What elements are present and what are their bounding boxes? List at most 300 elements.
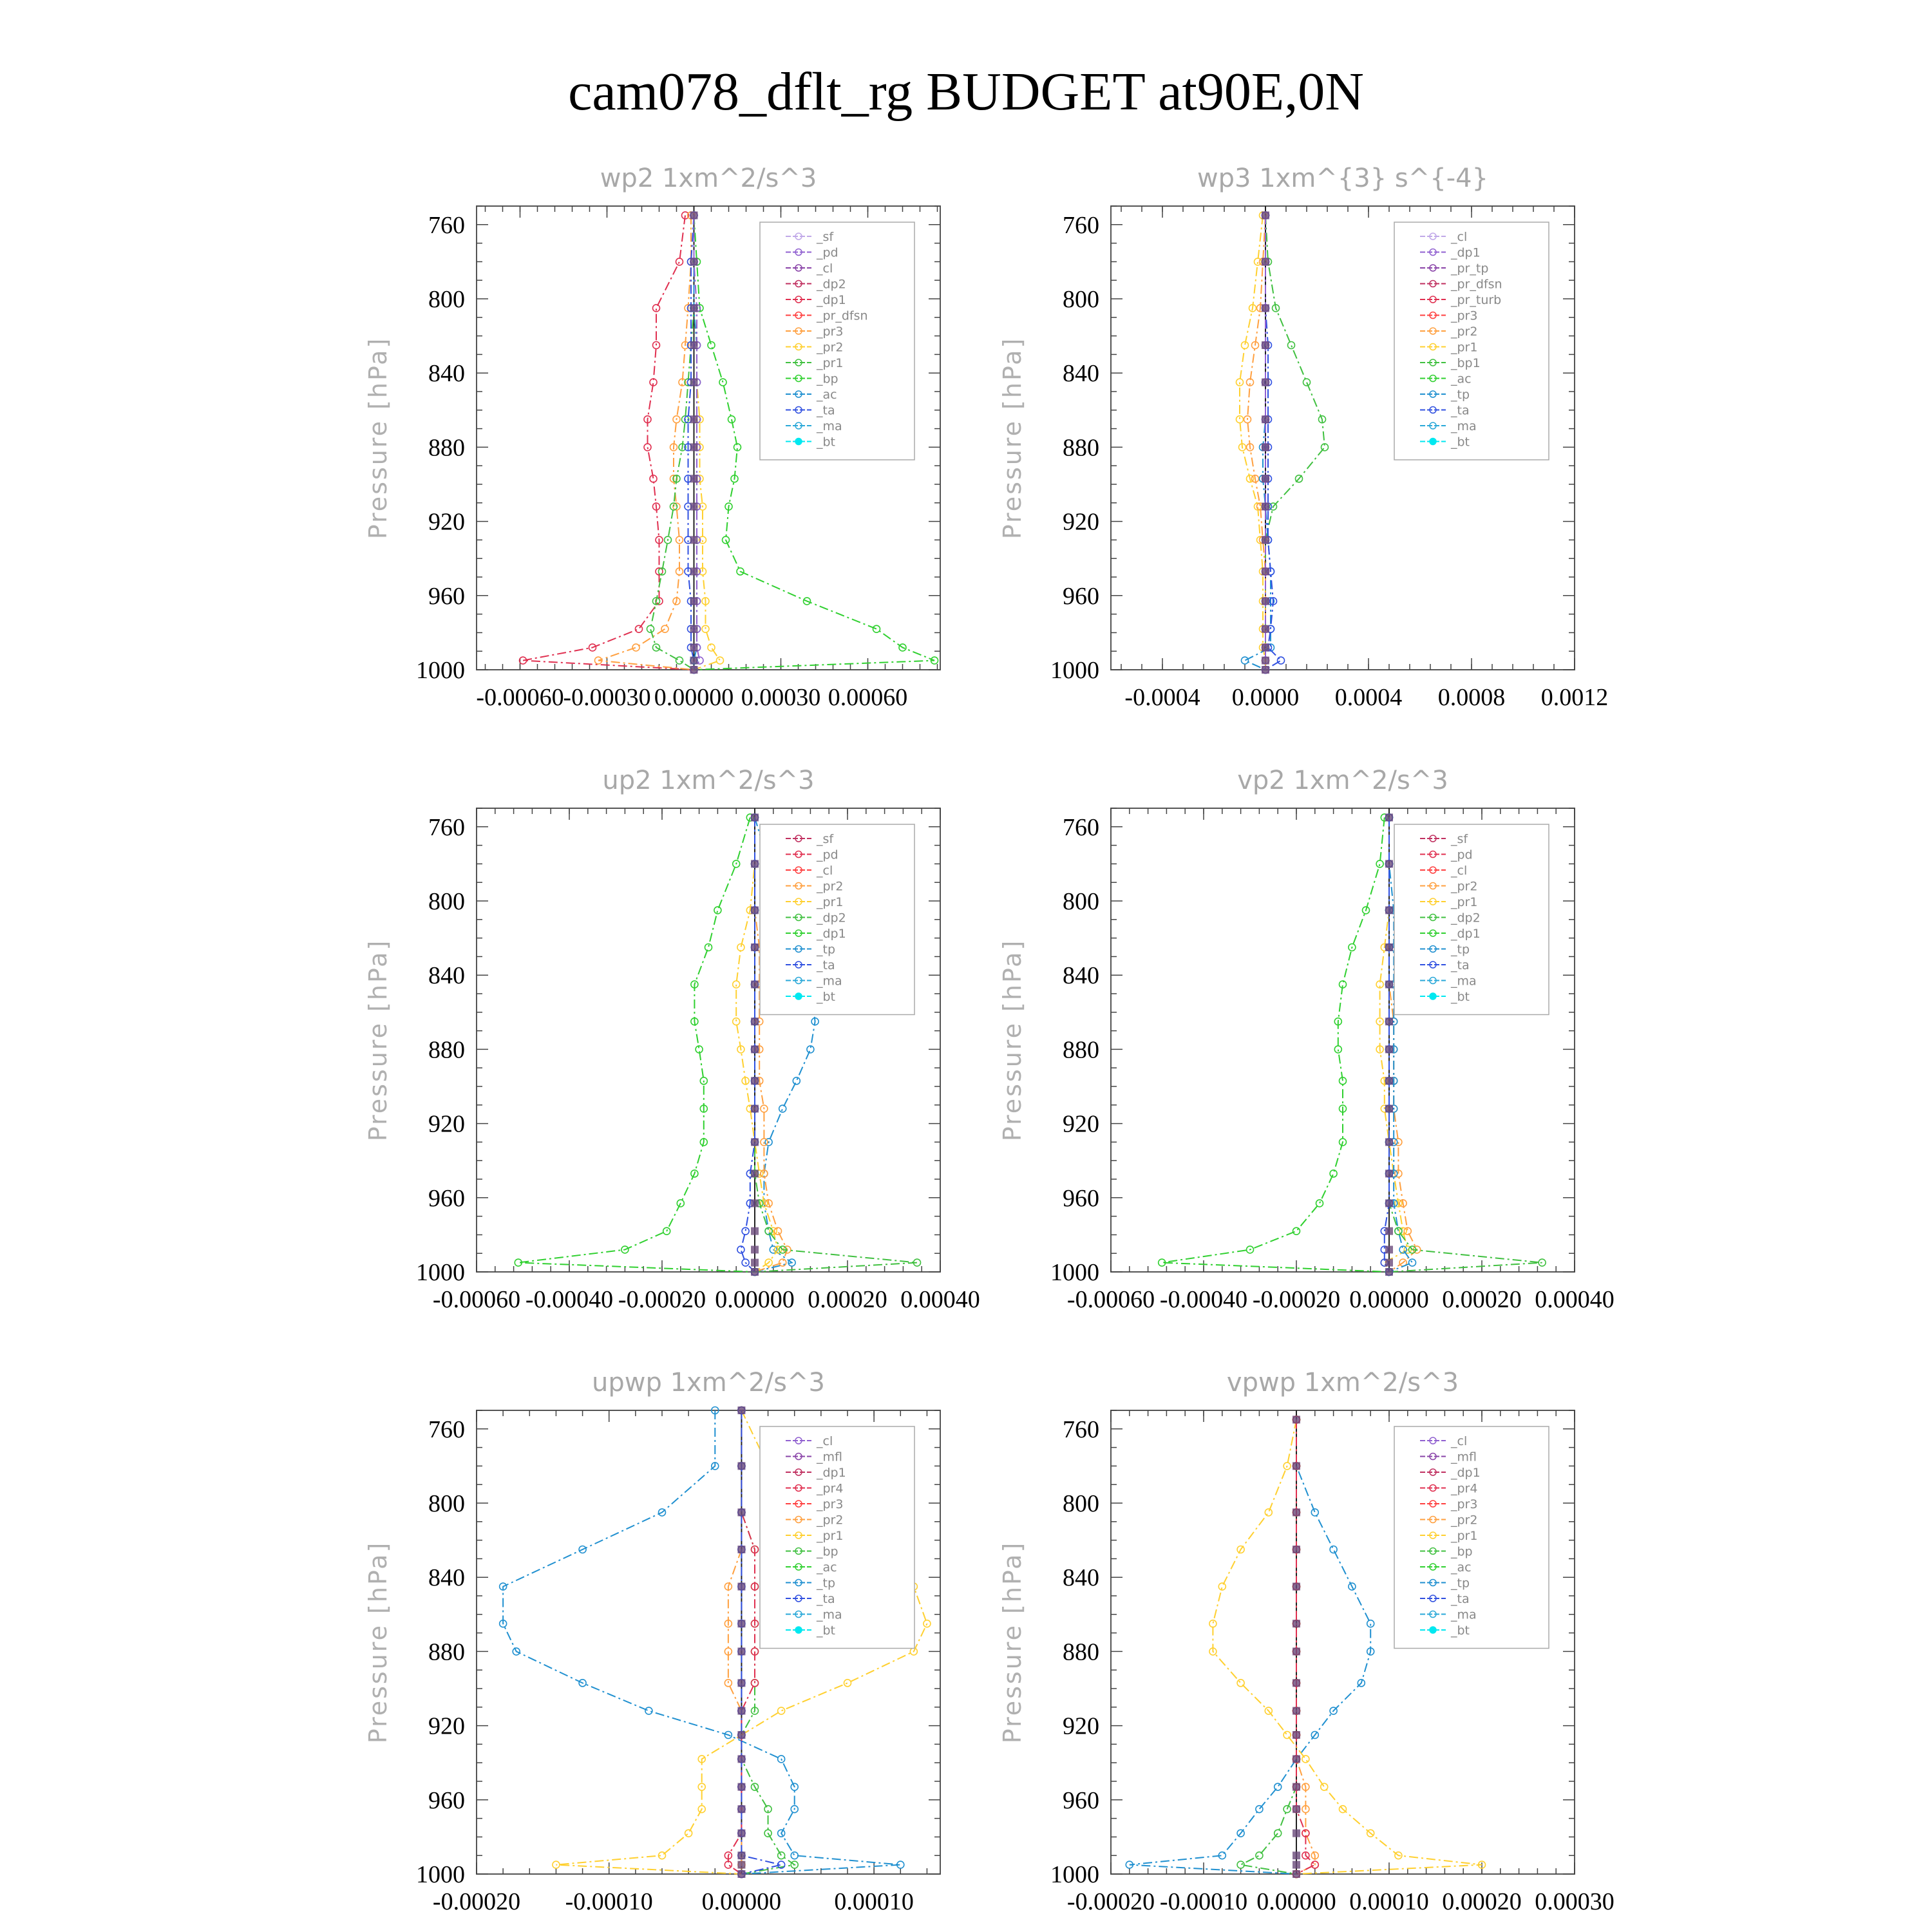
x-tick-label: -0.00030 (563, 684, 651, 711)
legend-entry: _pr2 (817, 340, 844, 355)
legend-marker (1430, 993, 1436, 999)
data-point (685, 1830, 692, 1837)
zero-marker (1293, 1755, 1300, 1763)
zero-marker (751, 1018, 759, 1025)
zero-marker (1293, 1416, 1300, 1423)
x-tick-label: -0.00040 (1159, 1286, 1248, 1313)
data-point (1376, 860, 1383, 867)
legend-entry: _pr1 (1451, 895, 1478, 909)
legend-entry: _dp1 (1451, 245, 1481, 260)
data-point (636, 625, 643, 632)
y-tick-label: 1000 (1050, 1861, 1099, 1888)
y-axis-label: Pressure [hPa] (998, 336, 1027, 540)
data-point (644, 444, 651, 451)
zero-marker (737, 1731, 745, 1739)
legend-entry: _bp (817, 372, 838, 386)
zero-marker (690, 475, 698, 482)
zero-marker (1385, 1268, 1393, 1276)
y-tick-label: 960 (1063, 582, 1099, 610)
zero-marker (1262, 258, 1269, 265)
legend-entry: _ta (1451, 958, 1470, 972)
legend-entry: _bp (1451, 1544, 1473, 1559)
x-tick-label: -0.00010 (565, 1888, 653, 1915)
x-tick-label: -0.00020 (432, 1888, 521, 1915)
zero-marker (751, 1199, 759, 1207)
legend (760, 222, 914, 460)
data-point (1367, 1620, 1374, 1627)
legend-entry: _ta (1451, 403, 1470, 418)
zero-marker (1385, 1199, 1393, 1207)
zero-marker (1385, 981, 1393, 989)
y-tick-label: 1000 (416, 1861, 465, 1888)
zero-marker (1293, 1620, 1300, 1627)
zero-marker (1385, 1227, 1393, 1235)
series-dp1 (515, 814, 758, 1276)
y-tick-label: 1000 (416, 1259, 465, 1286)
x-tick-label: 0.00000 (1256, 1888, 1336, 1915)
series-dp1 (1159, 814, 1393, 1276)
data-point (1256, 1852, 1263, 1859)
zero-marker (1262, 625, 1269, 633)
legend-entry: _pr_dfsn (1451, 277, 1502, 292)
legend-entry: _ta (1451, 1592, 1470, 1606)
y-tick-label: 760 (1063, 813, 1099, 841)
legend-entry: _ac (1451, 372, 1472, 386)
x-tick-label: -0.00060 (476, 684, 564, 711)
x-tick-label: 0.00060 (828, 684, 908, 711)
legend-marker (795, 439, 802, 445)
zero-marker (737, 1583, 745, 1591)
y-axis-label: Pressure [hPa] (364, 1540, 392, 1744)
zero-marker (1293, 1830, 1300, 1837)
zero-marker (1385, 1045, 1393, 1053)
data-point (791, 1852, 798, 1859)
zero-marker (737, 1406, 745, 1414)
figure-title: cam078_dflt_rg BUDGET at90E,0N (568, 62, 1364, 122)
legend-entry: _sf (1451, 832, 1468, 846)
data-point (1237, 1680, 1244, 1687)
legend-entry: _bt (817, 435, 836, 450)
y-tick-label: 800 (1063, 888, 1099, 915)
data-point (645, 1707, 652, 1714)
data-point (1237, 1861, 1244, 1868)
x-tick-label: 0.00000 (715, 1286, 795, 1313)
zero-marker (737, 1805, 745, 1813)
y-tick-label: 800 (428, 1490, 465, 1517)
legend-entry: _sf (817, 230, 834, 244)
zero-marker (1385, 1105, 1393, 1113)
x-tick-label: 0.0000 (1231, 684, 1300, 711)
data-point (1278, 657, 1285, 664)
y-tick-label: 840 (1063, 360, 1099, 388)
data-point (1274, 1783, 1282, 1790)
zero-marker (1262, 304, 1269, 312)
y-tick-label: 960 (428, 1786, 465, 1814)
zero-marker (737, 1870, 745, 1878)
legend-entry: _dp1 (1451, 1466, 1481, 1480)
panel-title: wp3 1xm^{3} s^{-4} (1197, 164, 1489, 193)
y-tick-label: 960 (428, 582, 465, 610)
legend-entry: _tp (817, 942, 836, 957)
zero-marker (751, 943, 759, 951)
x-tick-label: -0.00020 (1066, 1888, 1155, 1915)
zero-marker (751, 1045, 759, 1053)
legend-entry: _dp1 (817, 1466, 846, 1480)
legend-entry: _pr2 (817, 1513, 844, 1528)
y-tick-label: 760 (1063, 1416, 1099, 1443)
zero-marker (751, 1245, 759, 1253)
zero-marker (1293, 1679, 1300, 1687)
legend-entry: _pr2 (1451, 325, 1478, 339)
data-point (647, 625, 654, 632)
legend-marker (1430, 439, 1436, 445)
legend-entry: _bt (817, 990, 836, 1004)
y-tick-label: 960 (1063, 1786, 1099, 1814)
series-line (1130, 1419, 1370, 1874)
x-tick-label: -0.00040 (525, 1286, 614, 1313)
zero-marker (1293, 1707, 1300, 1715)
zero-marker (1385, 906, 1393, 914)
legend-entry: _pr1 (1451, 340, 1478, 355)
legend-entry: _ma (817, 974, 842, 989)
panel-vpwp (998, 1368, 1615, 1915)
data-point (661, 625, 668, 632)
legend-entry: _ma (1451, 419, 1477, 433)
data-point (1283, 1732, 1291, 1739)
zero-marker (751, 1077, 759, 1084)
series-bp (1237, 1416, 1300, 1878)
legend (760, 824, 914, 1015)
legend-entry: _dp2 (817, 277, 846, 292)
data-point (1330, 1546, 1337, 1553)
zero-marker (751, 1268, 759, 1276)
legend-entry: _pr_turb (1451, 293, 1502, 307)
legend-entry: _pr2 (1451, 879, 1478, 894)
data-point (733, 981, 740, 988)
legend-entry: _ta (817, 403, 835, 418)
legend (1394, 222, 1549, 460)
legend-entry: _ac (817, 388, 837, 402)
y-tick-label: 880 (428, 434, 465, 462)
y-tick-label: 920 (1063, 1712, 1099, 1740)
zero-marker (690, 666, 698, 674)
x-tick-label: -0.00010 (1159, 1888, 1248, 1915)
panel-title: vp2 1xm^2/s^3 (1237, 766, 1448, 795)
legend-entry: _pr1 (817, 356, 844, 370)
y-tick-label: 840 (1063, 962, 1099, 990)
y-tick-label: 880 (428, 1036, 465, 1064)
legend-entry: _pd (817, 245, 838, 260)
zero-marker (1262, 597, 1269, 605)
y-tick-label: 960 (1063, 1184, 1099, 1212)
y-axis-label: Pressure [hPa] (998, 938, 1027, 1142)
legend-entry: _pr3 (1451, 1497, 1478, 1511)
zero-marker (690, 657, 698, 665)
legend-entry: _pr3 (1451, 308, 1478, 323)
panel-wp2 (364, 164, 940, 711)
zero-marker (1293, 1861, 1300, 1869)
zero-marker (1293, 1647, 1300, 1655)
x-tick-label: 0.00020 (1442, 1286, 1522, 1313)
y-tick-label: 800 (1063, 286, 1099, 313)
zero-marker (751, 1105, 759, 1113)
zero-marker (1385, 1170, 1393, 1177)
legend-entry: _dp1 (817, 927, 846, 941)
panel-wp3 (998, 164, 1608, 711)
zero-marker (737, 1462, 745, 1470)
zero-marker (1293, 1546, 1300, 1553)
data-point (1321, 1783, 1328, 1790)
legend-entry: _bt (1451, 990, 1470, 1004)
legend-entry: _pr1 (1451, 1529, 1478, 1543)
zero-marker (751, 1170, 759, 1177)
zero-marker (690, 597, 698, 605)
y-tick-label: 960 (428, 1184, 465, 1212)
y-axis-label: Pressure [hPa] (998, 1540, 1027, 1744)
y-tick-label: 1000 (1050, 657, 1099, 684)
x-tick-label: 0.00000 (654, 684, 734, 711)
y-tick-label: 1000 (1050, 1259, 1099, 1286)
legend-entry: _pr1 (817, 895, 844, 909)
y-tick-label: 1000 (416, 657, 465, 684)
legend (1394, 1426, 1549, 1649)
zero-marker (1385, 1259, 1393, 1267)
zero-marker (1385, 1077, 1393, 1084)
zero-marker (751, 906, 759, 914)
legend-entry: _dp2 (817, 911, 846, 925)
zero-marker (1262, 379, 1269, 386)
zero-marker (1293, 1805, 1300, 1813)
x-tick-label: 0.00030 (1535, 1888, 1615, 1915)
series-dp1 (520, 212, 698, 674)
legend-entry: _ma (1451, 974, 1477, 989)
series-line (518, 817, 755, 1272)
x-tick-label: -0.00020 (1252, 1286, 1341, 1313)
legend-entry: _pr_tp (1451, 261, 1489, 276)
y-tick-label: 760 (1063, 211, 1099, 239)
data-point (1274, 1830, 1282, 1837)
data-point (1395, 1227, 1402, 1235)
zero-marker (1385, 860, 1393, 867)
legend-entry: _mfl (1451, 1450, 1477, 1464)
legend-entry: _cl (817, 1434, 833, 1448)
data-point (778, 1852, 785, 1859)
zero-marker (1293, 1583, 1300, 1591)
y-tick-label: 920 (428, 1712, 465, 1740)
legend-entry: _tp (817, 1576, 836, 1591)
legend-entry: _ma (1451, 1607, 1477, 1622)
series-line (694, 215, 721, 670)
zero-marker (690, 379, 698, 386)
y-tick-label: 920 (1063, 508, 1099, 536)
legend-entry: _ac (817, 1560, 837, 1575)
x-tick-label: 0.00000 (701, 1888, 782, 1915)
x-tick-label: 0.00020 (1442, 1888, 1522, 1915)
zero-marker (1262, 503, 1269, 511)
zero-marker (690, 625, 698, 633)
data-point (1293, 1227, 1300, 1235)
legend-entry: _pr2 (1451, 1513, 1478, 1528)
y-tick-label: 840 (428, 360, 465, 388)
legend-entry: _bp (817, 1544, 838, 1559)
legend-entry: _pr_dfsn (817, 308, 868, 323)
data-point (1236, 379, 1244, 386)
zero-marker (1385, 1138, 1393, 1146)
data-point (733, 1018, 740, 1025)
x-tick-label: 0.0004 (1334, 684, 1403, 711)
x-tick-label: 0.00000 (1349, 1286, 1429, 1313)
zero-marker (690, 341, 698, 349)
zero-marker (1262, 443, 1269, 451)
zero-marker (1293, 1852, 1300, 1859)
zero-marker (690, 503, 698, 511)
legend-entry: _pd (1451, 848, 1473, 862)
legend-entry: _mfl (817, 1450, 842, 1464)
panel-title: wp2 1xm^2/s^3 (600, 164, 817, 193)
y-tick-label: 760 (428, 813, 465, 841)
x-tick-label: 0.00010 (834, 1888, 914, 1915)
zero-marker (737, 1755, 745, 1763)
legend-entry: _ma (817, 1607, 842, 1622)
legend-entry: _ta (817, 1592, 835, 1606)
zero-marker (690, 258, 698, 265)
x-tick-label: 0.0008 (1437, 684, 1506, 711)
legend-entry: _cl (817, 864, 833, 878)
data-point (1256, 1806, 1263, 1813)
panel-title: up2 1xm^2/s^3 (602, 766, 815, 795)
legend-entry: _ac (1451, 1560, 1472, 1575)
y-tick-label: 760 (428, 1416, 465, 1443)
y-tick-label: 840 (428, 1564, 465, 1592)
y-axis-label: Pressure [hPa] (364, 336, 392, 540)
legend-entry: _pr4 (817, 1481, 844, 1496)
data-point (1311, 1509, 1318, 1516)
zero-marker (1293, 1508, 1300, 1516)
legend-entry: _bt (1451, 435, 1470, 450)
zero-marker (1262, 657, 1269, 665)
series-line (1162, 817, 1389, 1272)
data-point (775, 1227, 782, 1235)
zero-marker (751, 1227, 759, 1235)
data-point (702, 625, 709, 632)
data-point (1236, 416, 1244, 423)
zero-marker (1293, 1783, 1300, 1791)
x-tick-label: 0.00040 (1535, 1286, 1615, 1313)
legend-entry: _cl (1451, 864, 1468, 878)
series-line (523, 215, 694, 670)
x-tick-label: 0.00040 (900, 1286, 980, 1313)
zero-marker (751, 860, 759, 867)
data-point (1330, 1170, 1337, 1177)
data-point (779, 1259, 786, 1266)
x-tick-label: -0.00020 (618, 1286, 706, 1313)
x-tick-label: 0.0012 (1540, 684, 1609, 711)
legend-entry: _tp (1451, 942, 1470, 957)
zero-marker (737, 1679, 745, 1687)
y-tick-label: 920 (1063, 1110, 1099, 1138)
zero-marker (690, 211, 698, 219)
data-point (717, 657, 724, 664)
x-tick-label: 0.00010 (1349, 1888, 1429, 1915)
legend-entry: _dp1 (817, 293, 846, 307)
y-tick-label: 840 (428, 962, 465, 990)
y-tick-label: 920 (428, 508, 465, 536)
y-tick-label: 880 (1063, 1638, 1099, 1666)
zero-marker (737, 1647, 745, 1655)
data-point (873, 625, 880, 632)
zero-marker (1385, 1018, 1393, 1025)
legend (1394, 824, 1549, 1015)
data-point (1334, 1046, 1341, 1053)
data-point (1316, 1200, 1323, 1207)
series-line (728, 1410, 742, 1874)
x-tick-label: 0.00020 (808, 1286, 887, 1313)
zero-marker (737, 1546, 745, 1553)
zero-marker (1262, 666, 1269, 674)
zero-marker (1262, 211, 1269, 219)
data-point (1409, 1259, 1416, 1266)
legend-entry: _pr2 (817, 879, 844, 894)
data-point (844, 1680, 851, 1687)
data-point (708, 644, 715, 651)
zero-marker (1293, 1462, 1300, 1470)
panels (364, 164, 1615, 1915)
series-tp (1126, 1416, 1374, 1878)
zero-marker (737, 1830, 745, 1837)
zero-marker (690, 304, 698, 312)
data-point (778, 1707, 785, 1714)
zero-marker (737, 1861, 745, 1869)
y-tick-label: 800 (428, 888, 465, 915)
x-tick-label: 0.00030 (741, 684, 821, 711)
zero-marker (751, 981, 759, 989)
data-point (708, 342, 715, 349)
zero-marker (1385, 813, 1393, 821)
y-tick-label: 880 (1063, 434, 1099, 462)
y-tick-label: 800 (1063, 1490, 1099, 1517)
legend (760, 1426, 914, 1649)
panel-upwp (364, 1368, 940, 1915)
zero-marker (1262, 643, 1269, 651)
legend-entry: _dp1 (1451, 927, 1481, 941)
zero-marker (751, 1259, 759, 1267)
data-point (632, 644, 639, 651)
zero-marker (690, 415, 698, 423)
zero-marker (1262, 567, 1269, 575)
data-point (742, 1227, 749, 1235)
zero-marker (690, 443, 698, 451)
legend-entry: _dp2 (1451, 911, 1481, 925)
y-tick-label: 840 (1063, 1564, 1099, 1592)
zero-marker (690, 643, 698, 651)
legend-marker (795, 1627, 802, 1633)
data-point (1242, 657, 1249, 664)
zero-marker (737, 1508, 745, 1516)
data-point (1288, 342, 1295, 349)
legend-entry: _bt (817, 1624, 836, 1638)
legend-entry: _ma (817, 419, 842, 433)
data-point (1303, 379, 1311, 386)
zero-marker (751, 1138, 759, 1146)
zero-marker (751, 813, 759, 821)
legend-marker (1430, 1627, 1436, 1633)
x-tick-label: -0.00060 (1066, 1286, 1155, 1313)
zero-marker (737, 1852, 745, 1859)
zero-marker (737, 1707, 745, 1715)
legend-entry: _pr4 (1451, 1481, 1478, 1496)
zero-marker (1293, 1731, 1300, 1739)
legend-marker (795, 993, 802, 999)
